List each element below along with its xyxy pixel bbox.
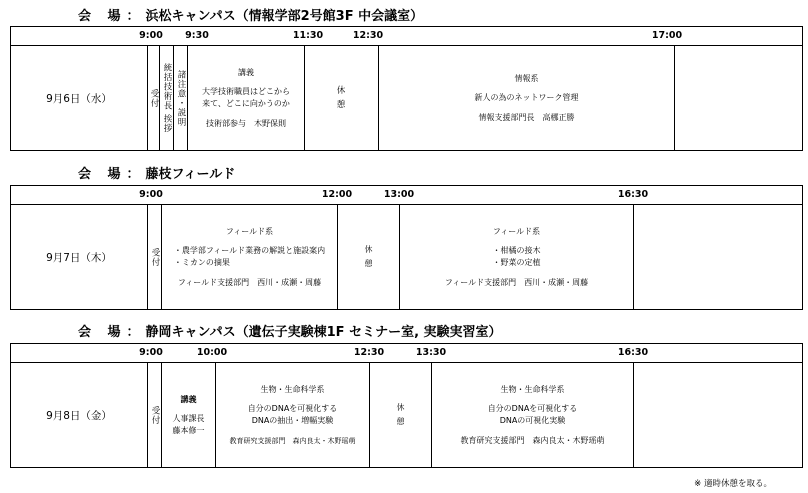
session-line: 来て、どこに向かうのか: [202, 98, 290, 108]
afternoon-session-cell: [431, 363, 633, 467]
session-line: DNAの可視化実験: [499, 415, 566, 425]
session-line: 大学技術職員はどこから: [202, 86, 290, 96]
empty-cell: [674, 46, 803, 150]
session-line: 自分のDNAを可視化する: [487, 403, 578, 413]
session-line: 藤本修一: [172, 425, 205, 435]
session-line: ・ミカンの摘果: [173, 257, 230, 267]
time-label: 10:00: [196, 347, 228, 358]
time-label: 9:00: [139, 189, 163, 200]
session-line: 新人の為のネットワーク管理: [474, 92, 579, 102]
session-title: 情報系: [514, 73, 539, 83]
morning-session-cell: [215, 363, 369, 467]
break-cell: [337, 205, 399, 309]
time-label: 9:00: [139, 30, 163, 41]
schedule-body: [11, 46, 802, 150]
session-speaker: 教育研究支援部門 森内良太・木野瑶萌: [460, 435, 605, 445]
session-line: ・農学部フィールド業務の解説と施設案内: [173, 245, 326, 255]
time-label: 13:00: [383, 189, 415, 200]
lecture-cell: [161, 363, 215, 467]
break-label: 休憩: [396, 403, 405, 426]
time-label: 12:00: [321, 189, 353, 200]
time-row: [11, 344, 802, 363]
venue-name: 藤枝フィールド: [145, 167, 236, 182]
footnote: ※ 適時休憩を取る。: [694, 479, 772, 489]
date-label: 9月7日（木）: [46, 251, 112, 264]
session-title: 生物・生命科学系: [500, 384, 565, 394]
time-label: 12:30: [352, 30, 384, 41]
empty-cell: [633, 363, 803, 467]
lecture-cell: [187, 46, 304, 150]
schedule-body: [11, 363, 802, 467]
break-label: 休憩: [364, 245, 373, 268]
venue-heading-day3: [78, 321, 502, 340]
greeting-cell: [159, 46, 173, 150]
date-cell: [11, 363, 147, 467]
session-speaker: 情報支援部門長 高梛正勝: [478, 112, 575, 122]
time-row: [11, 27, 802, 46]
date-label: 9月6日（水）: [46, 92, 112, 105]
session-line: ・野菜の定植: [492, 257, 541, 267]
venue-name: 静岡キャンパス（遺伝子実験棟1F セミナー室, 実験実習室）: [145, 325, 502, 340]
venue-label: 会 場：: [78, 9, 146, 24]
session-title: 講義: [180, 394, 197, 404]
session-line: ・柑橘の接木: [492, 245, 541, 255]
date-cell: [11, 205, 147, 309]
break-label: 休憩: [336, 86, 347, 110]
time-label: 17:00: [651, 30, 683, 41]
empty-cell: [633, 205, 803, 309]
reception-cell: [147, 205, 161, 309]
session-title: 講義: [238, 67, 254, 77]
afternoon-session-cell: [378, 46, 674, 150]
session-speaker: フィールド支援部門 西川・成瀬・周藤: [444, 277, 589, 287]
time-label: 16:30: [617, 189, 649, 200]
date-cell: [11, 46, 147, 150]
schedule-table-day1: [10, 26, 803, 151]
reception-label: 受付: [149, 88, 159, 108]
time-label: 13:30: [415, 347, 447, 358]
time-label: 11:30: [292, 30, 324, 41]
session-lines: [493, 245, 541, 269]
reception-label: 受付: [150, 247, 160, 267]
break-cell: [369, 363, 431, 467]
schedule-table-day2: [10, 185, 803, 310]
time-label: 9:30: [185, 30, 209, 41]
schedule-table-day3: [10, 343, 803, 468]
time-label: 9:00: [139, 347, 163, 358]
session-title: フィールド系: [492, 226, 541, 236]
greeting-label: 統括技術長 挨拶: [162, 62, 172, 134]
reception-cell: [147, 46, 159, 150]
morning-session-cell: [161, 205, 337, 309]
venue-heading-day1: [78, 5, 423, 24]
venue-heading-day2: [78, 163, 235, 182]
venue-name: 浜松キャンパス（情報学部2号館3F 中会議室）: [145, 9, 424, 24]
schedule-body: [11, 205, 802, 309]
orientation-label: 諸注意・説明: [176, 69, 186, 127]
break-cell: [304, 46, 378, 150]
reception-cell: [147, 363, 161, 467]
orientation-cell: [173, 46, 187, 150]
venue-label: 会 場：: [78, 325, 146, 340]
time-label: 16:30: [617, 347, 649, 358]
session-speaker: フィールド支援部門 西川・成瀬・周藤: [177, 277, 322, 287]
session-title: 生物・生命科学系: [260, 384, 325, 394]
session-line: 人事課長: [172, 413, 205, 423]
session-speaker: 教育研究支援部門 森内良太・木野瑶萌: [229, 436, 356, 445]
session-line: DNAの抽出・増幅実験: [251, 415, 334, 425]
afternoon-session-cell: [399, 205, 633, 309]
session-title: フィールド系: [225, 226, 274, 236]
venue-label: 会 場：: [78, 167, 146, 182]
reception-label: 受付: [150, 405, 160, 425]
time-label: 12:30: [353, 347, 385, 358]
session-lines: [174, 245, 325, 269]
session-line: 自分のDNAを可視化する: [247, 403, 338, 413]
date-label: 9月8日（金）: [46, 409, 112, 422]
time-row: [11, 186, 802, 205]
session-speaker: 技術部参与 木野保則: [206, 118, 286, 128]
